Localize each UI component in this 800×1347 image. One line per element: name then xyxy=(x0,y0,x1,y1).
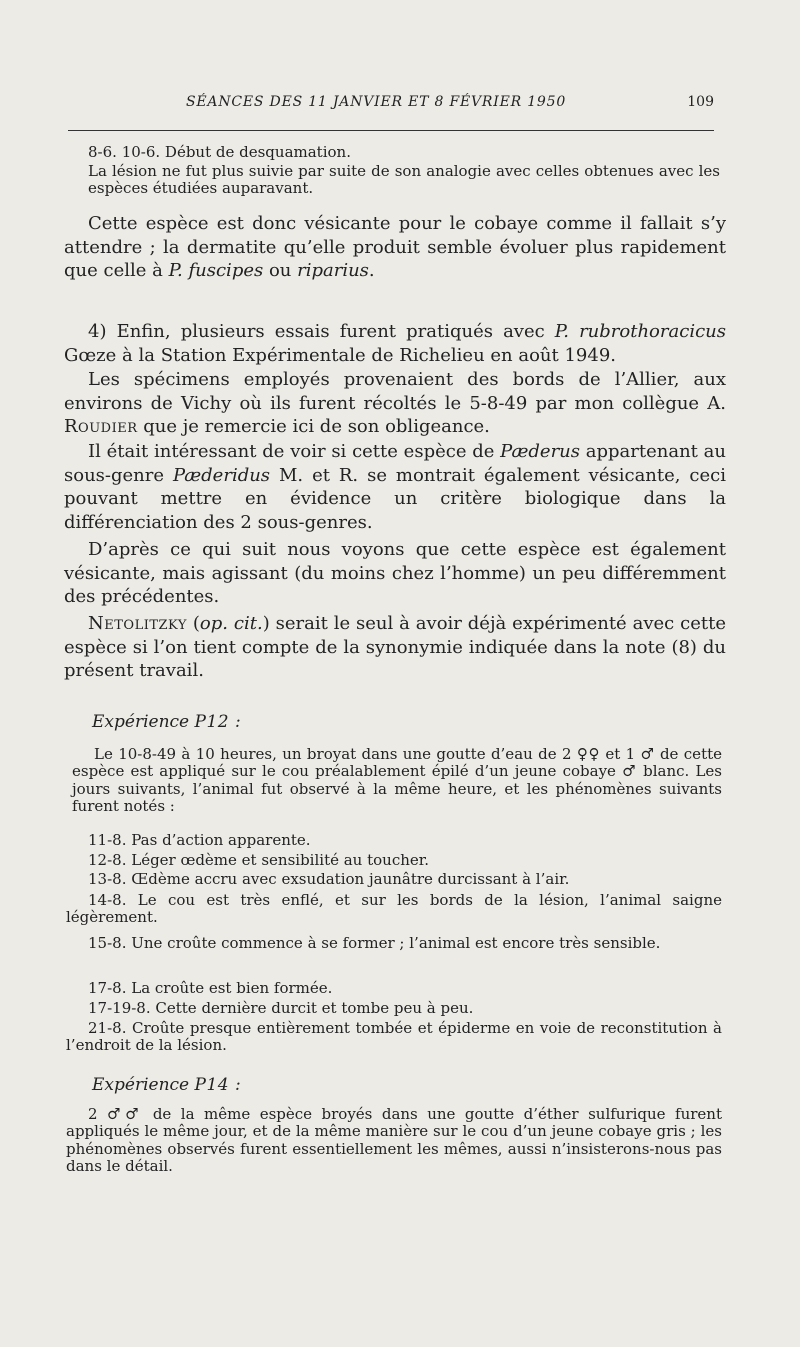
paragraph-text: Les spécimens employés provenaient des bords de l’Allier, aux environs de Vichy où ils furent récoltés le 5-8-49 par mon collègue A. xyxy=(64,369,726,414)
species-name: P. rubrothoracicus xyxy=(554,321,726,342)
observation-entry: 11-8. Pas d’action apparente. xyxy=(88,831,311,849)
species-name: P. fuscipes xyxy=(168,260,264,282)
desquamation-line: 8-6. 10-6. Début de desquamation. xyxy=(88,143,351,161)
paragraph-text: que je remercie ici de son obligeance. xyxy=(137,416,490,438)
paragraph-conclusion: D’après ce qui suit nous voyons que cette espèce est également vésicante, mais agissant (du moins chez l’homme) un peu différemment des précédentes. xyxy=(64,539,726,608)
paragraph-text: ) serait le seul à avoir déjà expérimenté avec cette espèce si l’on tient compte de la synonymie indiquée dans la note (8) du présent travail. xyxy=(64,613,726,682)
paragraph-text: appartenant au sous-genre xyxy=(64,441,726,486)
paragraph-subgenus xyxy=(64,440,726,534)
author-name: Netolitzky xyxy=(88,613,187,634)
observation-entry: 17-19-8. Cette dernière durcit et tombe peu à peu. xyxy=(88,999,474,1017)
observation-entry: 17-8. La croûte est bien formée. xyxy=(88,979,333,997)
species-name: riparius xyxy=(297,260,369,282)
heading-text: Expérience xyxy=(92,1075,190,1095)
paragraph-vesicante xyxy=(64,212,726,283)
paragraph-text: ( xyxy=(187,613,200,634)
heading-number: P14 : xyxy=(194,1075,242,1095)
observation-entry: 21-8. Croûte presque entièrement tombée et épiderme en voie de reconstitution à l’endroit de la lésion. xyxy=(66,1019,722,1055)
genus-name: Pæderus xyxy=(500,441,581,462)
observation-entry: 12-8. Léger œdème et sensibilité au toucher. xyxy=(88,851,430,869)
paragraph-text: Il était intéressant de voir si cette espèce de xyxy=(88,441,501,462)
experiment-p14-text: 2 ♂♂ de la même espèce broyés dans une goutte d’éther sulfurique furent appliqués le même jour, et de la même manière sur le cou d’un jeune cobaye gris ; les phénomènes observés furent essentiellement les mêmes, aussi n’insisterons-nous pas dans le détail. xyxy=(66,1105,722,1176)
paragraph-text: M. et R. se montrait également vésicante, ceci pouvant mettre en évidence un critère biologique dans la différenciation des 2 sous-genres. xyxy=(64,464,726,533)
heading-number: P12 : xyxy=(194,712,242,732)
running-header xyxy=(68,90,714,131)
observation-entry: 15-8. Une croûte commence à se former ; l’animal est encore très sensible. xyxy=(88,934,661,952)
author-name: Roudier xyxy=(64,416,138,438)
heading-text: Expérience xyxy=(92,712,190,732)
experiment-p12-intro: Le 10-8-49 à 10 heures, un broyat dans une goutte d’eau de 2 ♀♀ et 1 ♂ de cette espèce est appliqué sur le cou préalablement épilé d’un jeune cobaye ♂ blanc. Les jours suivants, l’animal fut observé à la même heure, et les phénomènes suivants furent notés : xyxy=(72,745,722,816)
page-number: 109 xyxy=(687,94,714,110)
paragraph-specimens xyxy=(64,368,726,439)
paragraph-netolitzky xyxy=(64,612,726,683)
paragraph-enfin xyxy=(64,320,726,367)
citation: op. cit. xyxy=(199,613,263,634)
paragraph-text: 4) Enfin, plusieurs essais furent pratiqués avec xyxy=(88,321,555,342)
subgenus-name: Pæderidus xyxy=(172,464,271,486)
lesion-note: La lésion ne fut plus suivie par suite de son analogie avec celles obtenues avec les espèces étudiées auparavant. xyxy=(88,162,720,198)
paragraph-text: . xyxy=(368,260,375,282)
observation-entry: 13-8. Œdème accru avec exsudation jaunâtre durcissant à l’air. xyxy=(88,870,570,888)
paragraph-text: Cette espèce est donc vésicante pour le cobaye comme il fallait s’y attendre ; la dermatite qu’elle produit semble évoluer plus rapidement que celle à xyxy=(64,213,726,282)
observation-entry: 14-8. Le cou est très enflé, et sur les bords de la lésion, l’animal saigne légèrement. xyxy=(66,891,722,927)
experiment-p12-heading xyxy=(92,712,241,732)
header-title: SÉANCES DES 11 JANVIER ET 8 FÉVRIER 1950 xyxy=(186,94,567,110)
paragraph-text: Gœze à la Station Expérimentale de Richelieu en août 1949. xyxy=(64,344,616,366)
paragraph-text: ou xyxy=(263,260,298,282)
experiment-p14-heading xyxy=(92,1075,241,1095)
